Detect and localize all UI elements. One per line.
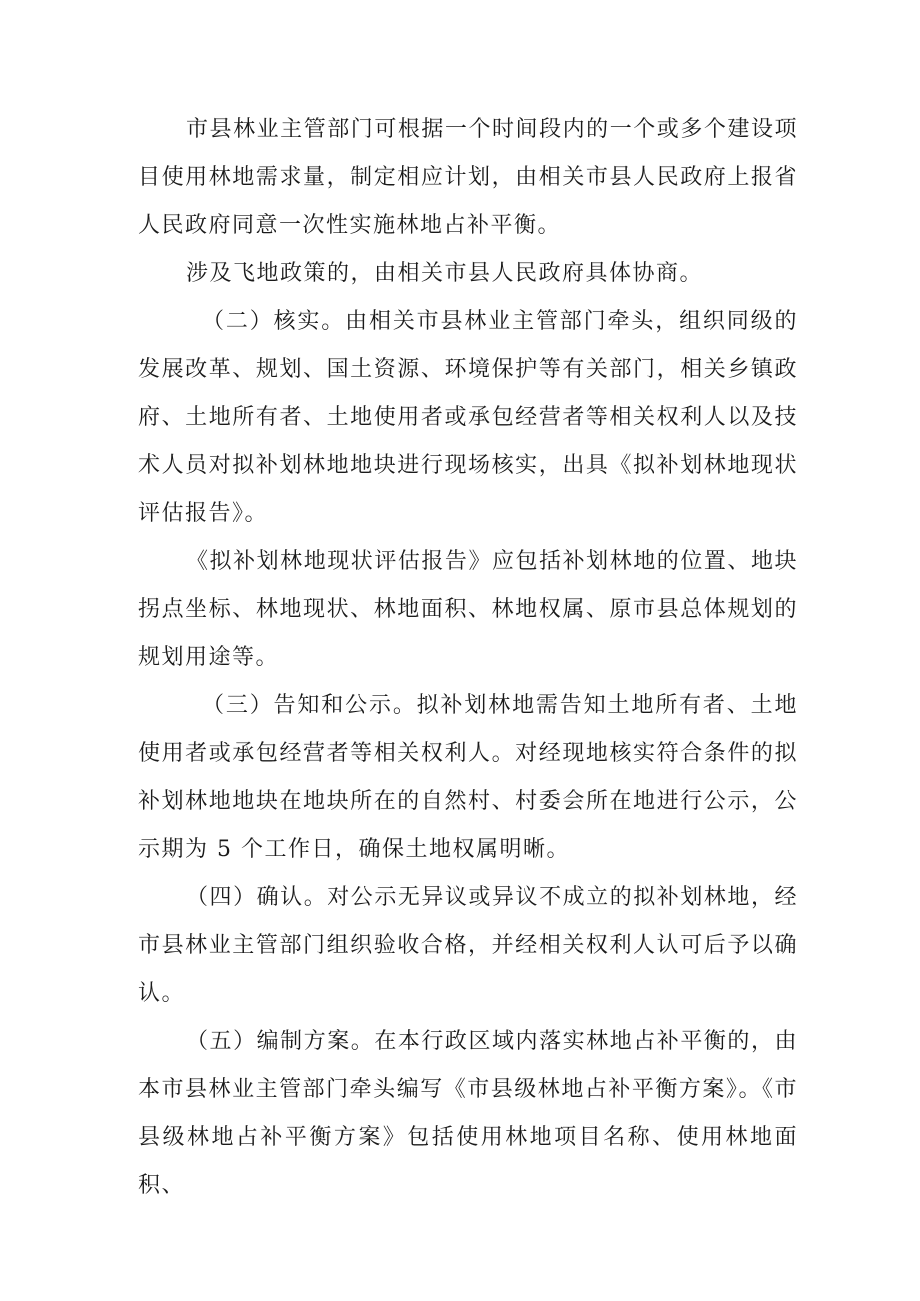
paragraph-confirmation: （四）确认。对公示无异议或异议不成立的拟补划林地，经市县林业主管部门组织验收合格，并经相关权利人认可后予以确认。 <box>138 885 798 1006</box>
paragraph-enclave-policy: 涉及飞地政策的，由相关市县人民政府具体协商。 <box>186 261 704 286</box>
paragraph-verification: （二）核实。由相关市县林业主管部门牵头，组织同级的发展改革、规划、国土资源、环境保护等有关部门，相关乡镇政府、土地所有者、土地使用者或承包经营者等相关权利人以及技术人员对拟补划林地地块进行现场核实，出具《拟补划林地现状评估报告》。 <box>138 309 798 526</box>
paragraph-plan: 市县林业主管部门可根据一个时间段内的一个或多个建设项目使用林地需求量，制定相应计划，由相关市县人民政府上报省人民政府同意一次性实施林地占补平衡。 <box>138 117 798 238</box>
paragraph-prepare-plan: （五）编制方案。在本行政区域内落实林地占补平衡的，由本市县林业主管部门牵头编写《市县级林地占补平衡方案》。《市县级林地占补平衡方案》包括使用林地项目名称、使用林地面积、 <box>138 1029 798 1198</box>
paragraph-notice-publicity: （三）告知和公示。拟补划林地需告知土地所有者、土地使用者或承包经营者等相关权利人。对经现地核实符合条件的拟补划林地地块在地块所在的自然村、村委会所在地进行公示，公示期为 5 个工作日，确保土地权属明晰。 <box>138 693 798 862</box>
paragraph-assessment-report: 《拟补划林地现状评估报告》应包括补划林地的位置、地块拐点坐标、林地现状、林地面积、林地权属、原市县总体规划的规划用途等。 <box>138 549 798 670</box>
